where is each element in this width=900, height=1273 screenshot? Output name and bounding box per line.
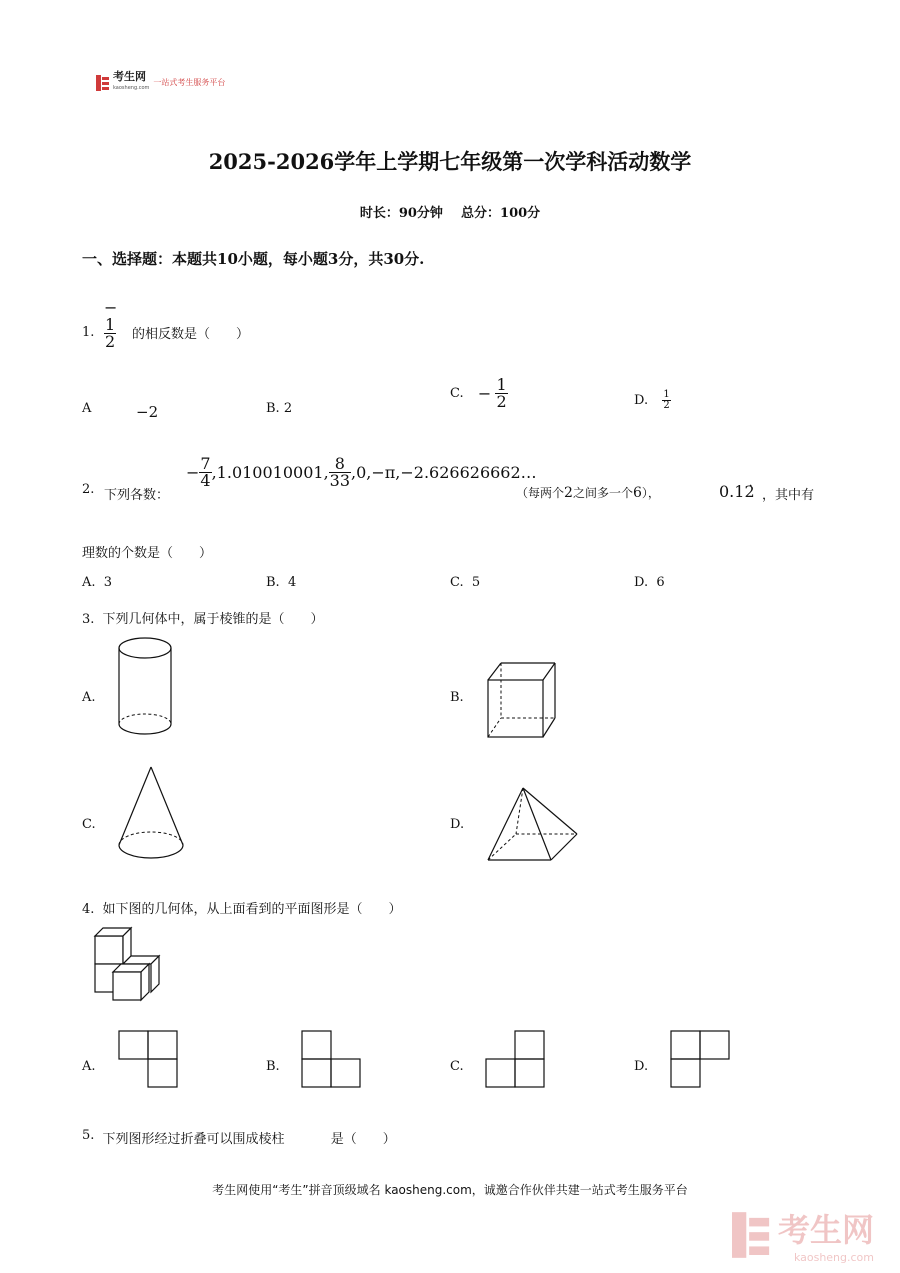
q3-number: 3. <box>82 612 95 627</box>
q2-option-c[interactable]: C. 5 <box>450 575 481 590</box>
q2-number-list <box>186 456 537 489</box>
logo-en: kaosheng.com <box>113 85 150 91</box>
q1-option-d-num: 1 <box>663 389 670 400</box>
q1-option-a-value: −2 <box>136 403 159 421</box>
q1-option-c-sign: − <box>477 384 492 403</box>
q2-note-two: 2 <box>564 485 573 501</box>
q2-f1-sign: − <box>186 463 200 482</box>
q2-line2: 理数的个数是（ ） <box>82 546 213 561</box>
page-footer: 考生网使用“考生”拼音顶级域名 kaosheng.com，诚邀合作伙伴共建一站式考生服务平台 <box>212 1183 688 1197</box>
q2-note <box>516 484 660 501</box>
logo-cn: 考生网 <box>113 70 146 83</box>
question-4 <box>82 898 402 917</box>
q2-part1: ,1.010010001, <box>211 463 329 482</box>
q2-repeating-decimal: 0.12̇ <box>719 482 755 501</box>
logo-icon <box>96 75 110 91</box>
top-view-d <box>670 1030 730 1088</box>
q2-f2-den: 33 <box>329 471 351 490</box>
q1-option-c-fraction <box>495 377 507 410</box>
top-view-b <box>301 1030 361 1088</box>
q4-option-a[interactable]: A. <box>82 1059 96 1074</box>
q1-option-a-label[interactable]: A <box>82 401 92 416</box>
q2-note2: 之间多一个 <box>572 486 633 500</box>
q2-option-a[interactable]: A. 3 <box>82 575 113 590</box>
q4-option-b[interactable]: B. <box>266 1059 280 1074</box>
cube-figure <box>485 660 557 740</box>
q3-option-d[interactable]: D. <box>450 817 465 832</box>
q2-f1-num: 7 <box>200 454 211 473</box>
q1-option-c-den: 2 <box>496 392 507 411</box>
q1-number: 1. <box>82 325 95 340</box>
question-5 <box>82 1128 396 1147</box>
q2-number: 2. <box>82 482 95 497</box>
page-title: 2025-2026学年上学期七年级第一次学科活动数学 <box>208 149 692 174</box>
q2-f2-num: 8 <box>329 456 351 473</box>
q4-option-c[interactable]: C. <box>450 1059 464 1074</box>
q1-option-d-fraction <box>662 390 670 411</box>
q1-fraction <box>104 317 116 350</box>
q5-text: 下列图形经过折叠可以围成棱柱 <box>102 1132 285 1147</box>
q2-note1: （每两个 <box>516 486 565 500</box>
q3-option-b[interactable]: B. <box>450 690 464 705</box>
q1-option-c[interactable] <box>450 377 508 410</box>
watermark-en: kaosheng.com <box>793 1251 874 1264</box>
q2-part2: ,0,−π,−2.626626662… <box>351 463 537 482</box>
section-heading: 一、选择题：本题共10小题，每小题3分，共30分. <box>82 250 425 268</box>
q1-option-c-num: 1 <box>496 375 507 394</box>
q5-number: 5. <box>82 1128 95 1143</box>
q2-f2-fraction <box>329 456 351 489</box>
cube-stack-figure <box>93 926 163 1002</box>
q1-frac-den: 2 <box>105 332 116 351</box>
watermark <box>732 1205 874 1264</box>
top-view-c <box>485 1030 545 1088</box>
q5-text2: 是（ ） <box>330 1132 396 1147</box>
q1-option-d-den: 2 <box>663 400 670 411</box>
q1-option-b-label: B. <box>266 401 280 416</box>
q1-frac-sign: − <box>104 298 118 317</box>
q2-note-six: 6 <box>632 485 642 501</box>
q1-frac-num: 1 <box>105 315 116 334</box>
q1-option-d[interactable] <box>634 390 671 411</box>
pyramid-figure <box>486 786 580 862</box>
q1-option-b[interactable] <box>266 401 292 416</box>
q2-lead: 下列各数： <box>104 488 170 503</box>
page-subtitle: 时长：90分钟 总分：100分 <box>359 206 541 221</box>
q1-option-d-label: D. <box>634 393 649 408</box>
q4-option-d[interactable]: D. <box>634 1059 649 1074</box>
watermark-logo-icon <box>732 1212 772 1258</box>
q2-f1-den: 4 <box>200 471 211 490</box>
watermark-cn: 考生网 <box>777 1211 874 1249</box>
q3-option-c[interactable]: C. <box>82 817 96 832</box>
q1-option-b-value: 2 <box>283 401 293 416</box>
header-logo <box>96 72 225 93</box>
q1-text: 的相反数是（ ） <box>132 327 250 342</box>
q1-option-c-label: C. <box>450 386 464 401</box>
q4-number: 4. <box>82 902 95 917</box>
top-view-a <box>118 1030 178 1088</box>
cone-figure <box>116 765 186 863</box>
question-3 <box>82 608 324 627</box>
logo-slogan: 一站式考生服务平台 <box>153 78 226 87</box>
q2-f1-fraction <box>199 456 211 489</box>
q2-tail: ，其中有 <box>762 488 815 503</box>
q4-text: 如下图的几何体，从上面看到的平面图形是（ ） <box>102 902 402 917</box>
q2-note3: ）， <box>641 486 660 500</box>
q2-option-b[interactable]: B. 4 <box>266 575 297 590</box>
q3-option-a[interactable]: A. <box>82 690 96 705</box>
q3-text: 下列几何体中，属于棱锥的是（ ） <box>102 612 324 627</box>
cylinder-figure <box>115 636 175 738</box>
q2-option-d[interactable]: D. 6 <box>634 575 665 590</box>
